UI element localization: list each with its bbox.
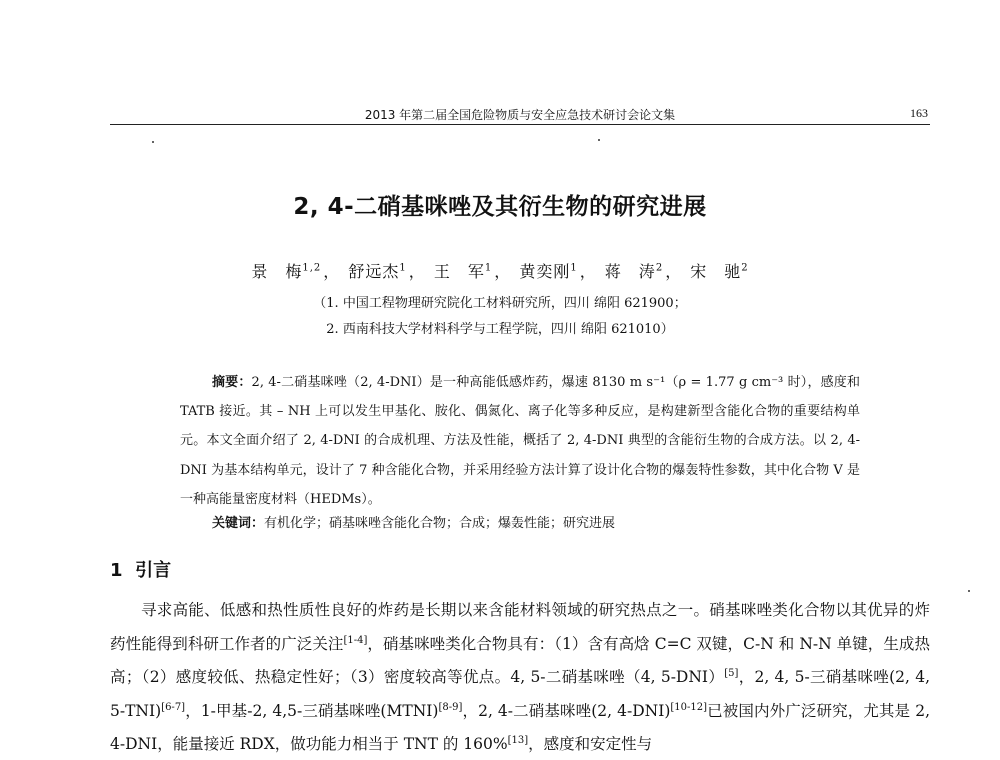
intro-paragraph: 寻求高能、低感和热性质性良好的炸药是长期以来含能材料领域的研究热点之一。硝基咪唑类化合物以其优异的炸药性能得到科研工作者的广泛关注[1-4]，硝基咪唑类化合物具有：（1）含有高焓 C=C 双键，C-N 和 N-N 单键，生成热高；（2）感度较低、热稳定性好；（3）密度较高等优点。4, 5-二硝基咪唑（4, 5-DNI）[5]，2, 4, 5-三硝基咪唑(2, 4, 5-TNI)[6-7]，1-甲基-2, 4,5-三硝基咪唑(MTNI)[8-9]，2, 4-二硝基咪唑(2, 4-DNI)[10-12]已被国内外广泛研究，尤其是 2, 4-DNI，能量接近 RDX，做功能力相当于 TNT 的 160%[13]，感度和安定性与 xyxy=(110,601,931,754)
author: 王 军$^1$ xyxy=(433,262,493,281)
paper-title: 2, 4-二硝基咪唑及其衍生物的研究进展 xyxy=(293,194,707,220)
author: 黄奕刚$^1$ xyxy=(519,262,578,281)
citation: [13] xyxy=(507,735,529,747)
running-header xyxy=(110,102,930,125)
page-number: 163 xyxy=(910,106,928,120)
citation: [1-4] xyxy=(343,634,368,646)
affiliation-line: （1. 中国工程物理研究院化工材料研究所，四川 绵阳 621900； xyxy=(313,296,687,311)
running-title: 2013 年第二届全国危险物质与安全应急技术研讨会论文集 xyxy=(364,108,676,122)
author-list: 景 梅$^{1,2}$ ， 舒远杰$^1$ ， 王 军$^1$ ， 黄奕刚$^1$ ， 蒋 涛$^2$ ， 宋 驰$^2$ xyxy=(251,262,749,281)
section-heading xyxy=(110,556,171,582)
author: 舒远杰$^1$ xyxy=(348,262,407,281)
section-number: 1 xyxy=(110,560,123,581)
section-title: 引言 xyxy=(135,560,172,581)
abstract-label: 摘要： xyxy=(212,375,252,390)
citation: [6-7] xyxy=(161,701,186,713)
citation: [10-12] xyxy=(670,701,708,713)
citation: [8-9] xyxy=(438,701,463,713)
scan-speck xyxy=(968,590,970,592)
author: 景 梅$^{1,2}$ xyxy=(251,262,322,281)
abstract-text: 2, 4-二硝基咪唑（2, 4-DNI）是一种高能低感炸药，爆速 8130 m s⁻¹（ρ = 1.77 g cm⁻³ 时），感度和 TATB 接近。其 – NH 上可以发生甲基化、胺化、偶氮化、离子化等多种反应，是构建新型含能化合物的重要结构单元。本文全面介绍了 2, 4-DNI 的合成机理、方法及性能，概括了 2, 4-DNI 典型的含能衍生物的合成方法。以 2, 4-DNI 为基本结构单元，设计了 7 种含能化合物，并采用经验方法计算了设计化合物的爆轰特性参数，其中化合物 V 是一种高能量密度材料（HEDMs）。 xyxy=(180,375,860,507)
author: 蒋 涛$^2$ xyxy=(604,262,664,281)
keywords xyxy=(212,512,615,531)
author: 宋 驰$^2$ xyxy=(690,262,749,281)
affiliation-line: 2. 西南科技大学材料科学与工程学院，四川 绵阳 621010） xyxy=(326,322,674,337)
citation: [5] xyxy=(724,668,739,680)
scan-speck xyxy=(598,139,600,141)
abstract xyxy=(180,368,860,514)
keywords-label: 关键词： xyxy=(212,516,265,531)
scan-speck xyxy=(152,141,154,143)
keywords-text: 有机化学；硝基咪唑含能化合物；合成；爆轰性能；研究进展 xyxy=(264,516,616,531)
